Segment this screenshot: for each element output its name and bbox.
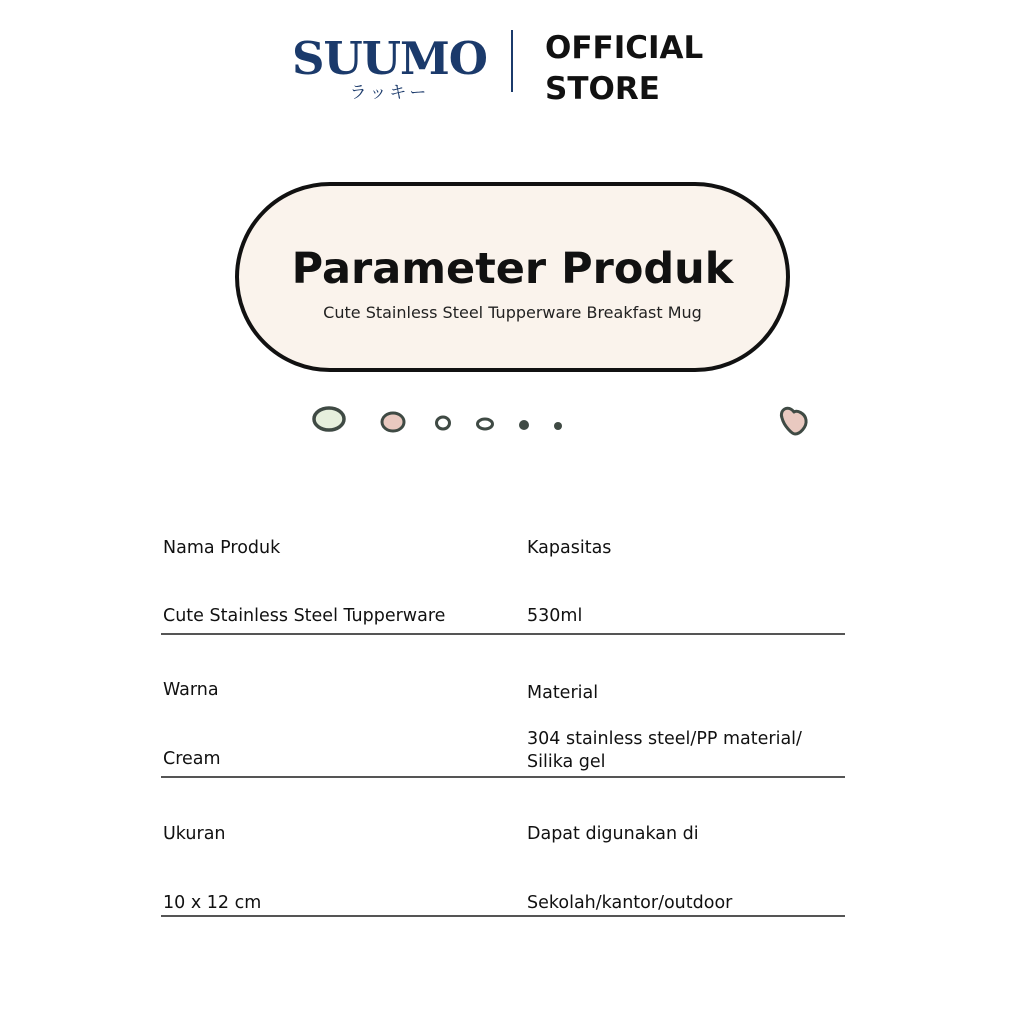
spec-value-nama-produk: Cute Stainless Steel Tupperware xyxy=(163,606,446,626)
store-header xyxy=(0,28,1024,118)
spec-value-dapat-digunakan: Sekolah/kantor/outdoor xyxy=(527,893,733,913)
brand-subtitle: ラッキー xyxy=(349,83,430,103)
brand-name: SUUMO xyxy=(292,32,487,85)
row-divider xyxy=(161,776,845,778)
spec-label-ukuran: Ukuran xyxy=(163,824,226,844)
header-divider xyxy=(511,30,513,92)
store-line-2: STORE xyxy=(545,71,660,107)
spec-label-material: Material xyxy=(527,683,599,703)
banner-subtitle: Cute Stainless Steel Tupperware Breakfast Mug xyxy=(323,303,702,322)
dot-green-large xyxy=(314,408,344,430)
row-divider xyxy=(161,915,845,917)
store-line-1: OFFICIAL xyxy=(545,30,704,66)
spec-value-ukuran: 10 x 12 cm xyxy=(163,893,262,913)
heart-icon xyxy=(781,408,806,434)
dot-pink xyxy=(382,413,404,431)
spec-label-kapasitas: Kapasitas xyxy=(527,538,612,558)
spec-value-warna: Cream xyxy=(163,749,221,769)
dot-small-2 xyxy=(554,422,562,430)
spec-label-nama-produk: Nama Produk xyxy=(163,538,281,558)
spec-value-material-line-1: 304 stainless steel/PP material/ xyxy=(527,729,802,749)
spec-label-warna: Warna xyxy=(163,680,219,700)
dot-ring-2 xyxy=(478,419,493,429)
parameter-banner xyxy=(235,182,790,372)
spec-value-kapasitas: 530ml xyxy=(527,606,583,626)
suumo-logo xyxy=(292,32,487,103)
dot-small-1 xyxy=(519,420,529,430)
spec-value-material-line-2: Silika gel xyxy=(527,752,606,772)
banner-title: Parameter Produk xyxy=(291,244,734,294)
spec-label-dapat-digunakan: Dapat digunakan di xyxy=(527,824,699,844)
row-divider xyxy=(161,633,845,635)
dot-ring-1 xyxy=(437,417,450,429)
official-store-label xyxy=(545,28,703,110)
